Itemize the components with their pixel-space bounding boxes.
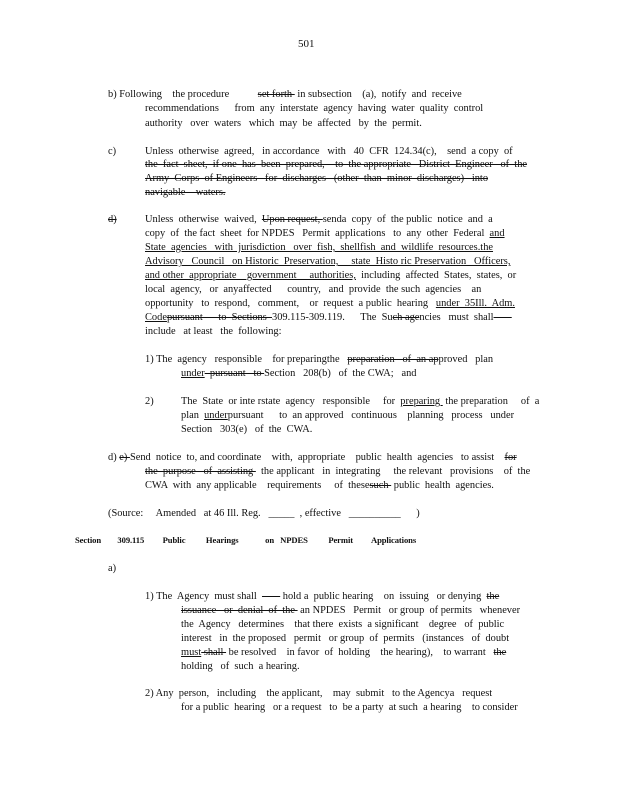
para-d-line-4: Advisory Council on Historic Preservation, state Histo ric Preservation Officers, <box>145 256 511 267</box>
para-d-line-1: Unless otherwise waived, Upon request, senda copy of the public notice and a <box>145 214 493 225</box>
para-e-line-2: the purpose of assisting the applicant in integrating the relevant provisions of the <box>145 466 531 477</box>
para-d-line-9: include at least the following: <box>145 326 282 337</box>
para-c-line-2: the fact sheet, if one has been prepared, to the appropriate District Engineer of the <box>145 159 528 170</box>
para-c-line-1: Unless otherwise agreed, in accordance with 40 CFR 124.34(c), send a copy of <box>145 146 513 157</box>
para-c-label: c) <box>108 146 117 157</box>
para-e-line-1: d) e) Send notice to, and coordinate with, appropriate public health agencies to assist for <box>108 452 517 463</box>
para-d2-line-3: Section 303(e) of the CWA. <box>181 424 313 435</box>
para-a2-line-2: for a public hearing or a request to be a party at such a hearing to consider <box>181 702 518 713</box>
para-d1-line-2: under pursuant to Section 208(b) of the CWA; and <box>181 368 417 379</box>
para-d-line-8: Codepursuant to Sections 309.115-309.119. The Such agencies must shall <box>145 312 494 323</box>
para-d2-line-1: The State or inte rstate agency responsible for preparing the preparation of a <box>181 396 540 407</box>
para-d-line-6: local agency, or anyaffected country, and provide the such agencies an <box>145 284 482 295</box>
para-a1-line-6: holding of such a hearing. <box>181 661 300 672</box>
para-b-line-1: b) Following the procedure set forth in subsection (a), notify and receive <box>108 89 462 100</box>
page-number: 501 <box>298 38 315 50</box>
para-a1-line-5: must shall be resolved in favor of holding the hearing), to warrant the <box>181 647 507 658</box>
para-d-line-7: opportunity to respond, comment, or request a public hearing under 35Ill. Adm. <box>145 298 515 309</box>
para-a1-line-3: the Agency determines that there exists a significant degree of public <box>181 619 505 630</box>
para-d1-line-1: 1) The agency responsible for preparingthe preparation of an approved plan <box>145 354 494 365</box>
para-c-line-3: Army Corps of Engineers for discharges (other than minor discharges) into <box>145 173 489 184</box>
para-a1-line-2: issuance or denial of the an NPDES Permit or group of permits whenever <box>181 605 521 616</box>
para-d-label: d) <box>108 214 117 225</box>
para-b-line-2: recommendations from any interstate agency having water quality control <box>145 103 484 114</box>
para-a1-line-1: 1) The Agency must shall hold a public hearing on issuing or denying the <box>145 591 500 602</box>
para-a1-line-4: interest in the proposed permit or group of permits (instances of doubt <box>181 633 510 644</box>
para-d2-label: 2) <box>145 396 154 407</box>
para-e-line-3: CWA with any applicable requirements of thesesuch public health agencies. <box>145 480 494 491</box>
para-d-line-3: State agencies with jurisdiction over fish, shellfish and wildlife resources.the <box>145 242 494 253</box>
source-note: (Source: Amended at 46 Ill. Reg. _____ , effective __________ ) <box>108 508 420 519</box>
para-d-line-2: copy of the fact sheet for NPDES Permit applications to any other Federal and <box>145 228 505 239</box>
para-b-line-3: authority over waters which may be affected by the permit. <box>145 118 422 129</box>
section-heading: Section 309.115 Public Hearings on NPDES Permit Applications <box>75 535 417 545</box>
para-a2-line-1: 2) Any person, including the applicant, may submit to the Agencya request <box>145 688 493 699</box>
para-c-line-4: navigable waters. <box>145 187 226 198</box>
para-d-line-5: and other appropriate government authorities, including affected States, states, or <box>145 270 517 281</box>
para-d2-line-2: plan underpursuant to an approved continuous planning process under <box>181 410 515 421</box>
para-a-label: a) <box>108 563 117 574</box>
